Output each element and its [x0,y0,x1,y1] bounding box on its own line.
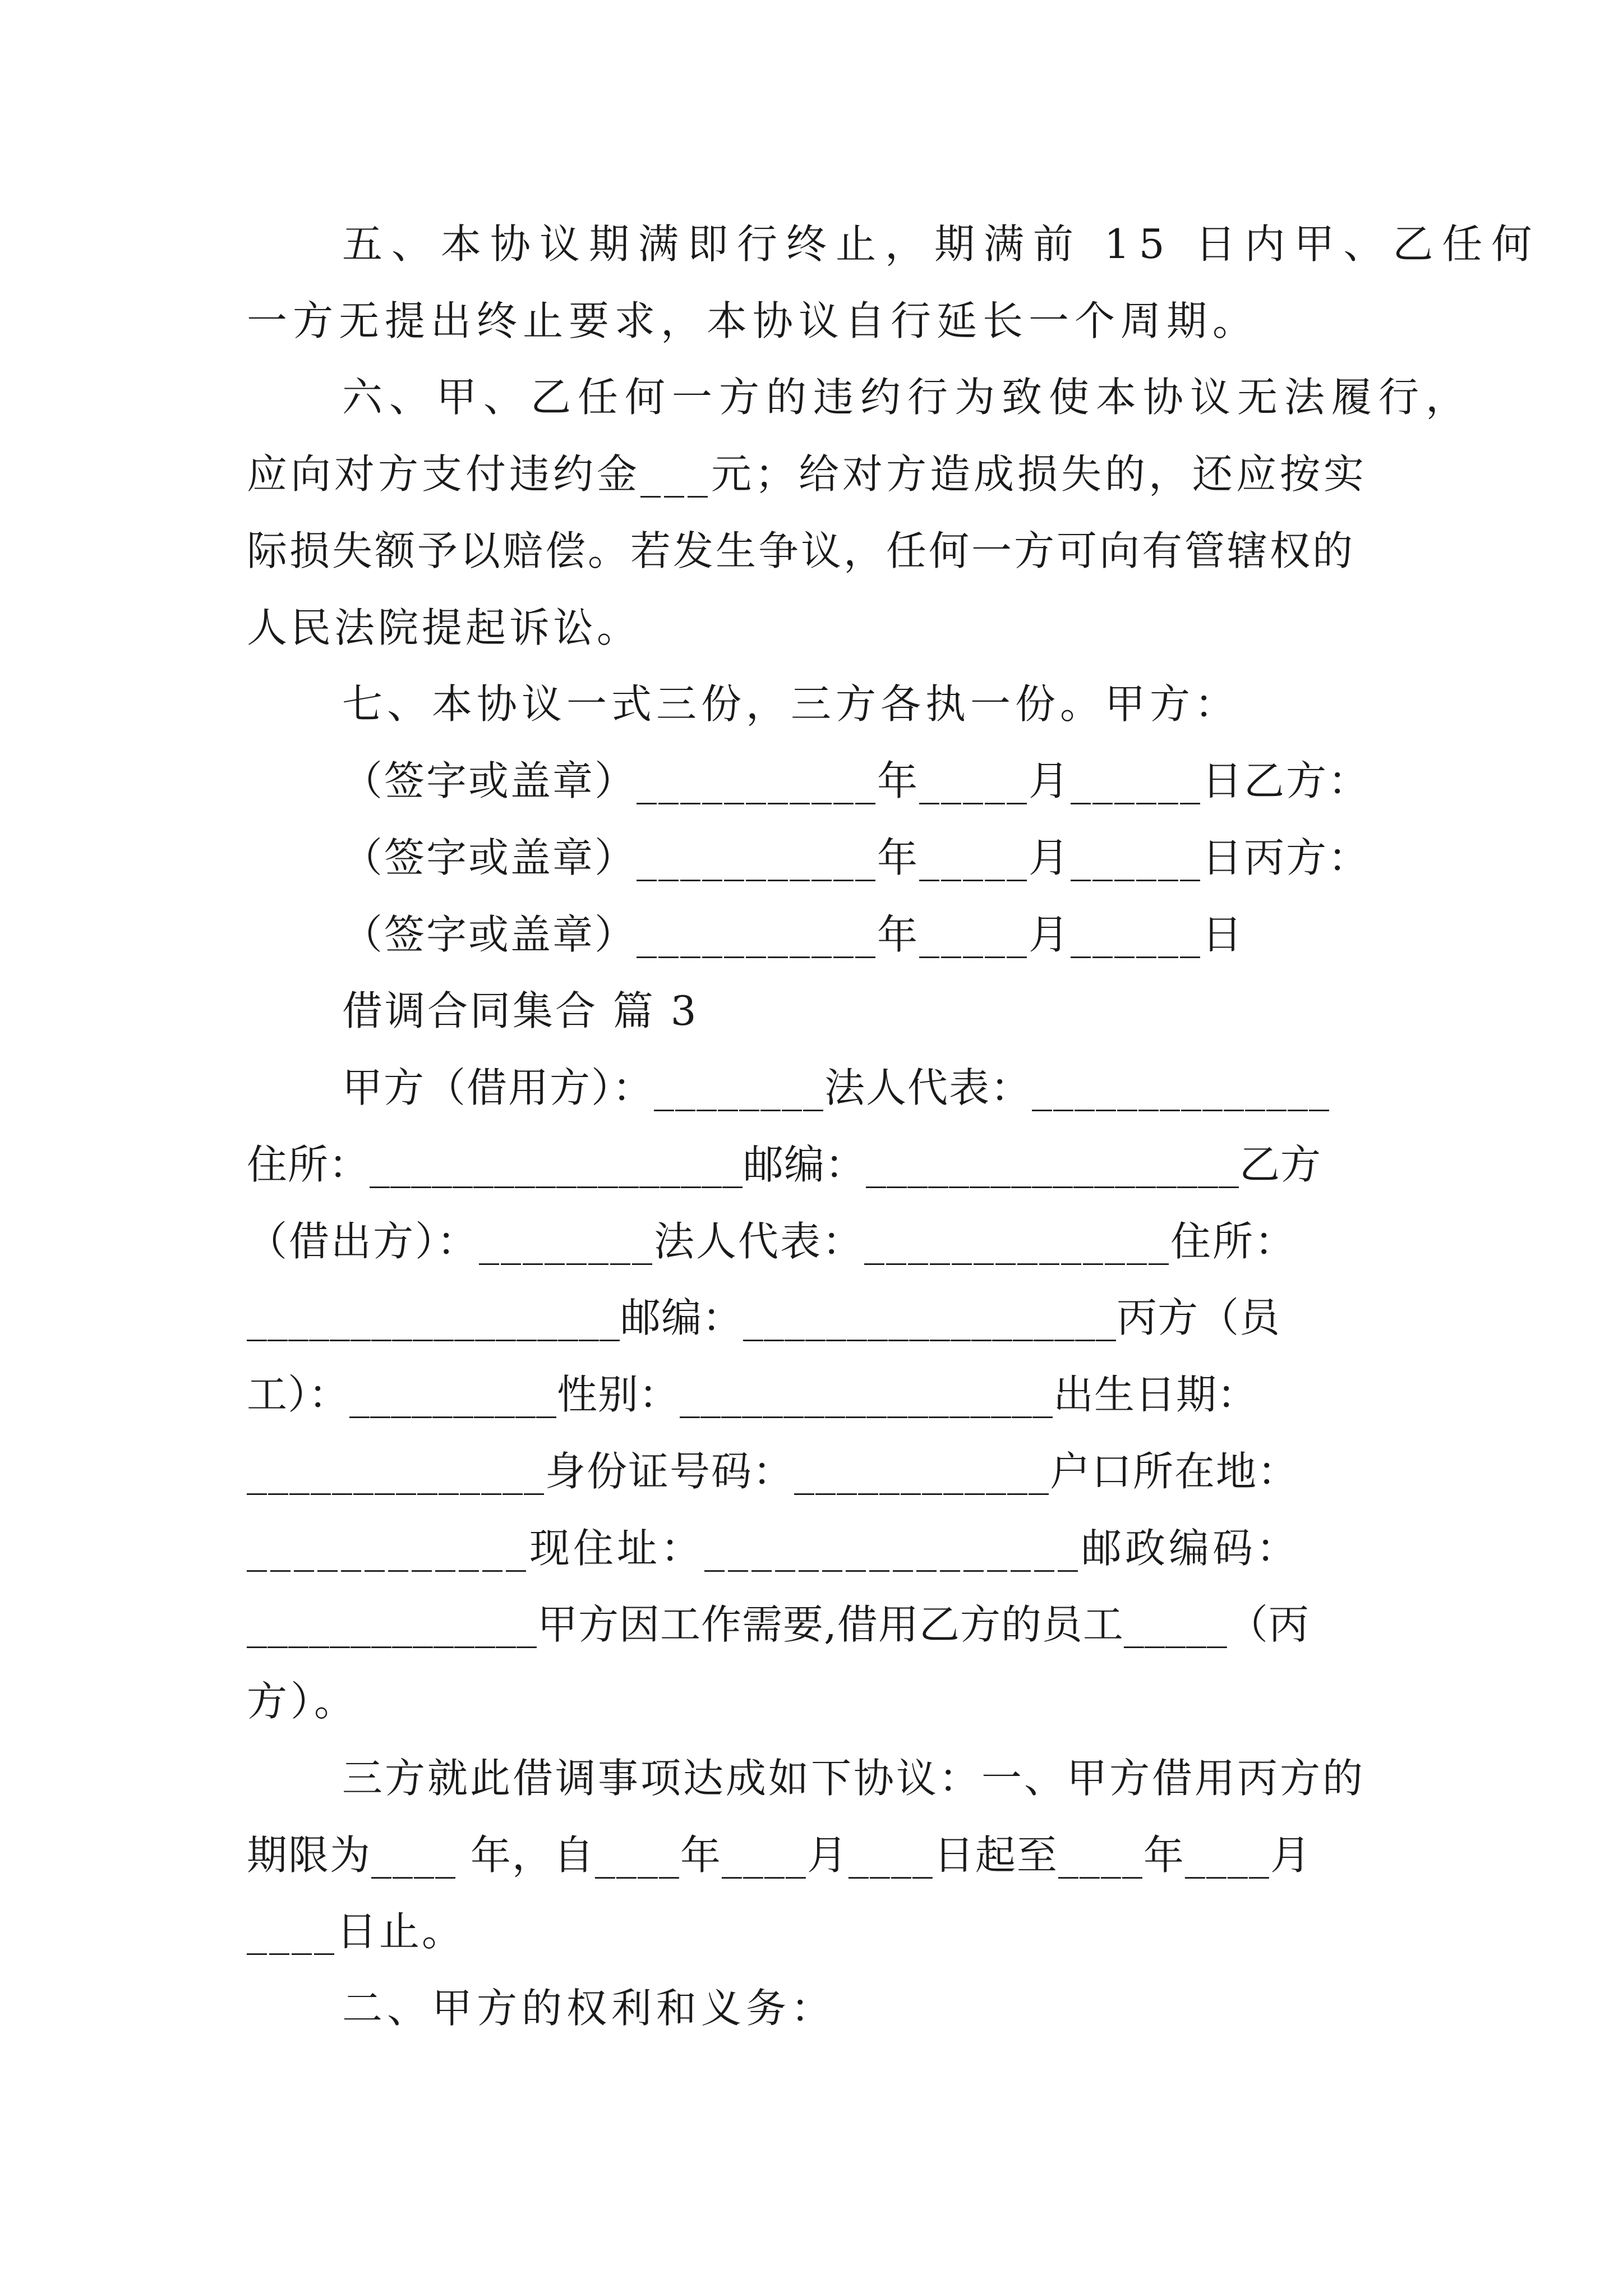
employee-info-line-3: ____________现住址：________________邮政编码： [247,1525,1301,1572]
agreement-intro-line: 三方就此借调事项达成如下协议：一、甲方借用丙方的 [342,1755,1366,1802]
employee-info-line-1: 工）：__________性别：__________________出生日期： [247,1371,1258,1418]
term-line-2: ____日止。 [247,1908,465,1955]
clause-6-line-1: 六、甲、乙任何一方的违约行为致使本协议无法履行， [342,374,1473,421]
term-line-1: 期限为____ 年，自____年____月____日起至____年____月 [247,1832,1312,1879]
borrow-purpose-line-1: ______________甲方因工作需要,借用乙方的员工_____（丙 [247,1601,1310,1648]
party-a-line: 甲方（借用方）：________法人代表：______________ [342,1064,1331,1111]
clause-6-line-3: 际损失额予以赔偿。若发生争议，任何一方可向有管辖权的 [247,527,1355,574]
party-b-line: （借出方）：________法人代表：______________住所： [247,1218,1297,1265]
clause-6-line-2: 应向对方支付违约金___元；给对方造成损失的，还应按实 [247,450,1368,498]
rights-obligations-heading: 二、甲方的权利和义务： [342,1985,836,2032]
signature-line-party-c: （签字或盖章）___________年_____月______日 [342,911,1244,958]
employee-info-line-2: ______________身份证号码：____________户口所在地： [247,1448,1299,1495]
borrow-purpose-line-2: 方）。 [247,1678,358,1725]
clause-5-line-1: 五、本协议期满即行终止，期满前 15 日内甲、乙任何 [342,220,1541,268]
signature-line-party-b: （签字或盖章）___________年_____月______日丙方： [342,834,1371,881]
signature-line-party-a: （签字或盖章）___________年_____月______日乙方： [342,757,1371,804]
address-postcode-line-2: __________________邮编：__________________丙方（员 [247,1294,1281,1341]
address-postcode-line-1: 住所：__________________邮编：__________________乙方 [247,1141,1322,1188]
section-heading: 借调合同集合 篇 3 [342,987,699,1034]
clause-7-line-1: 七、本协议一式三份，三方各执一份。甲方： [342,680,1240,728]
clause-5-line-2: 一方无提出终止要求，本协议自行延长一个周期。 [247,297,1259,344]
clause-6-line-4: 人民法院提起诉讼。 [247,604,641,651]
